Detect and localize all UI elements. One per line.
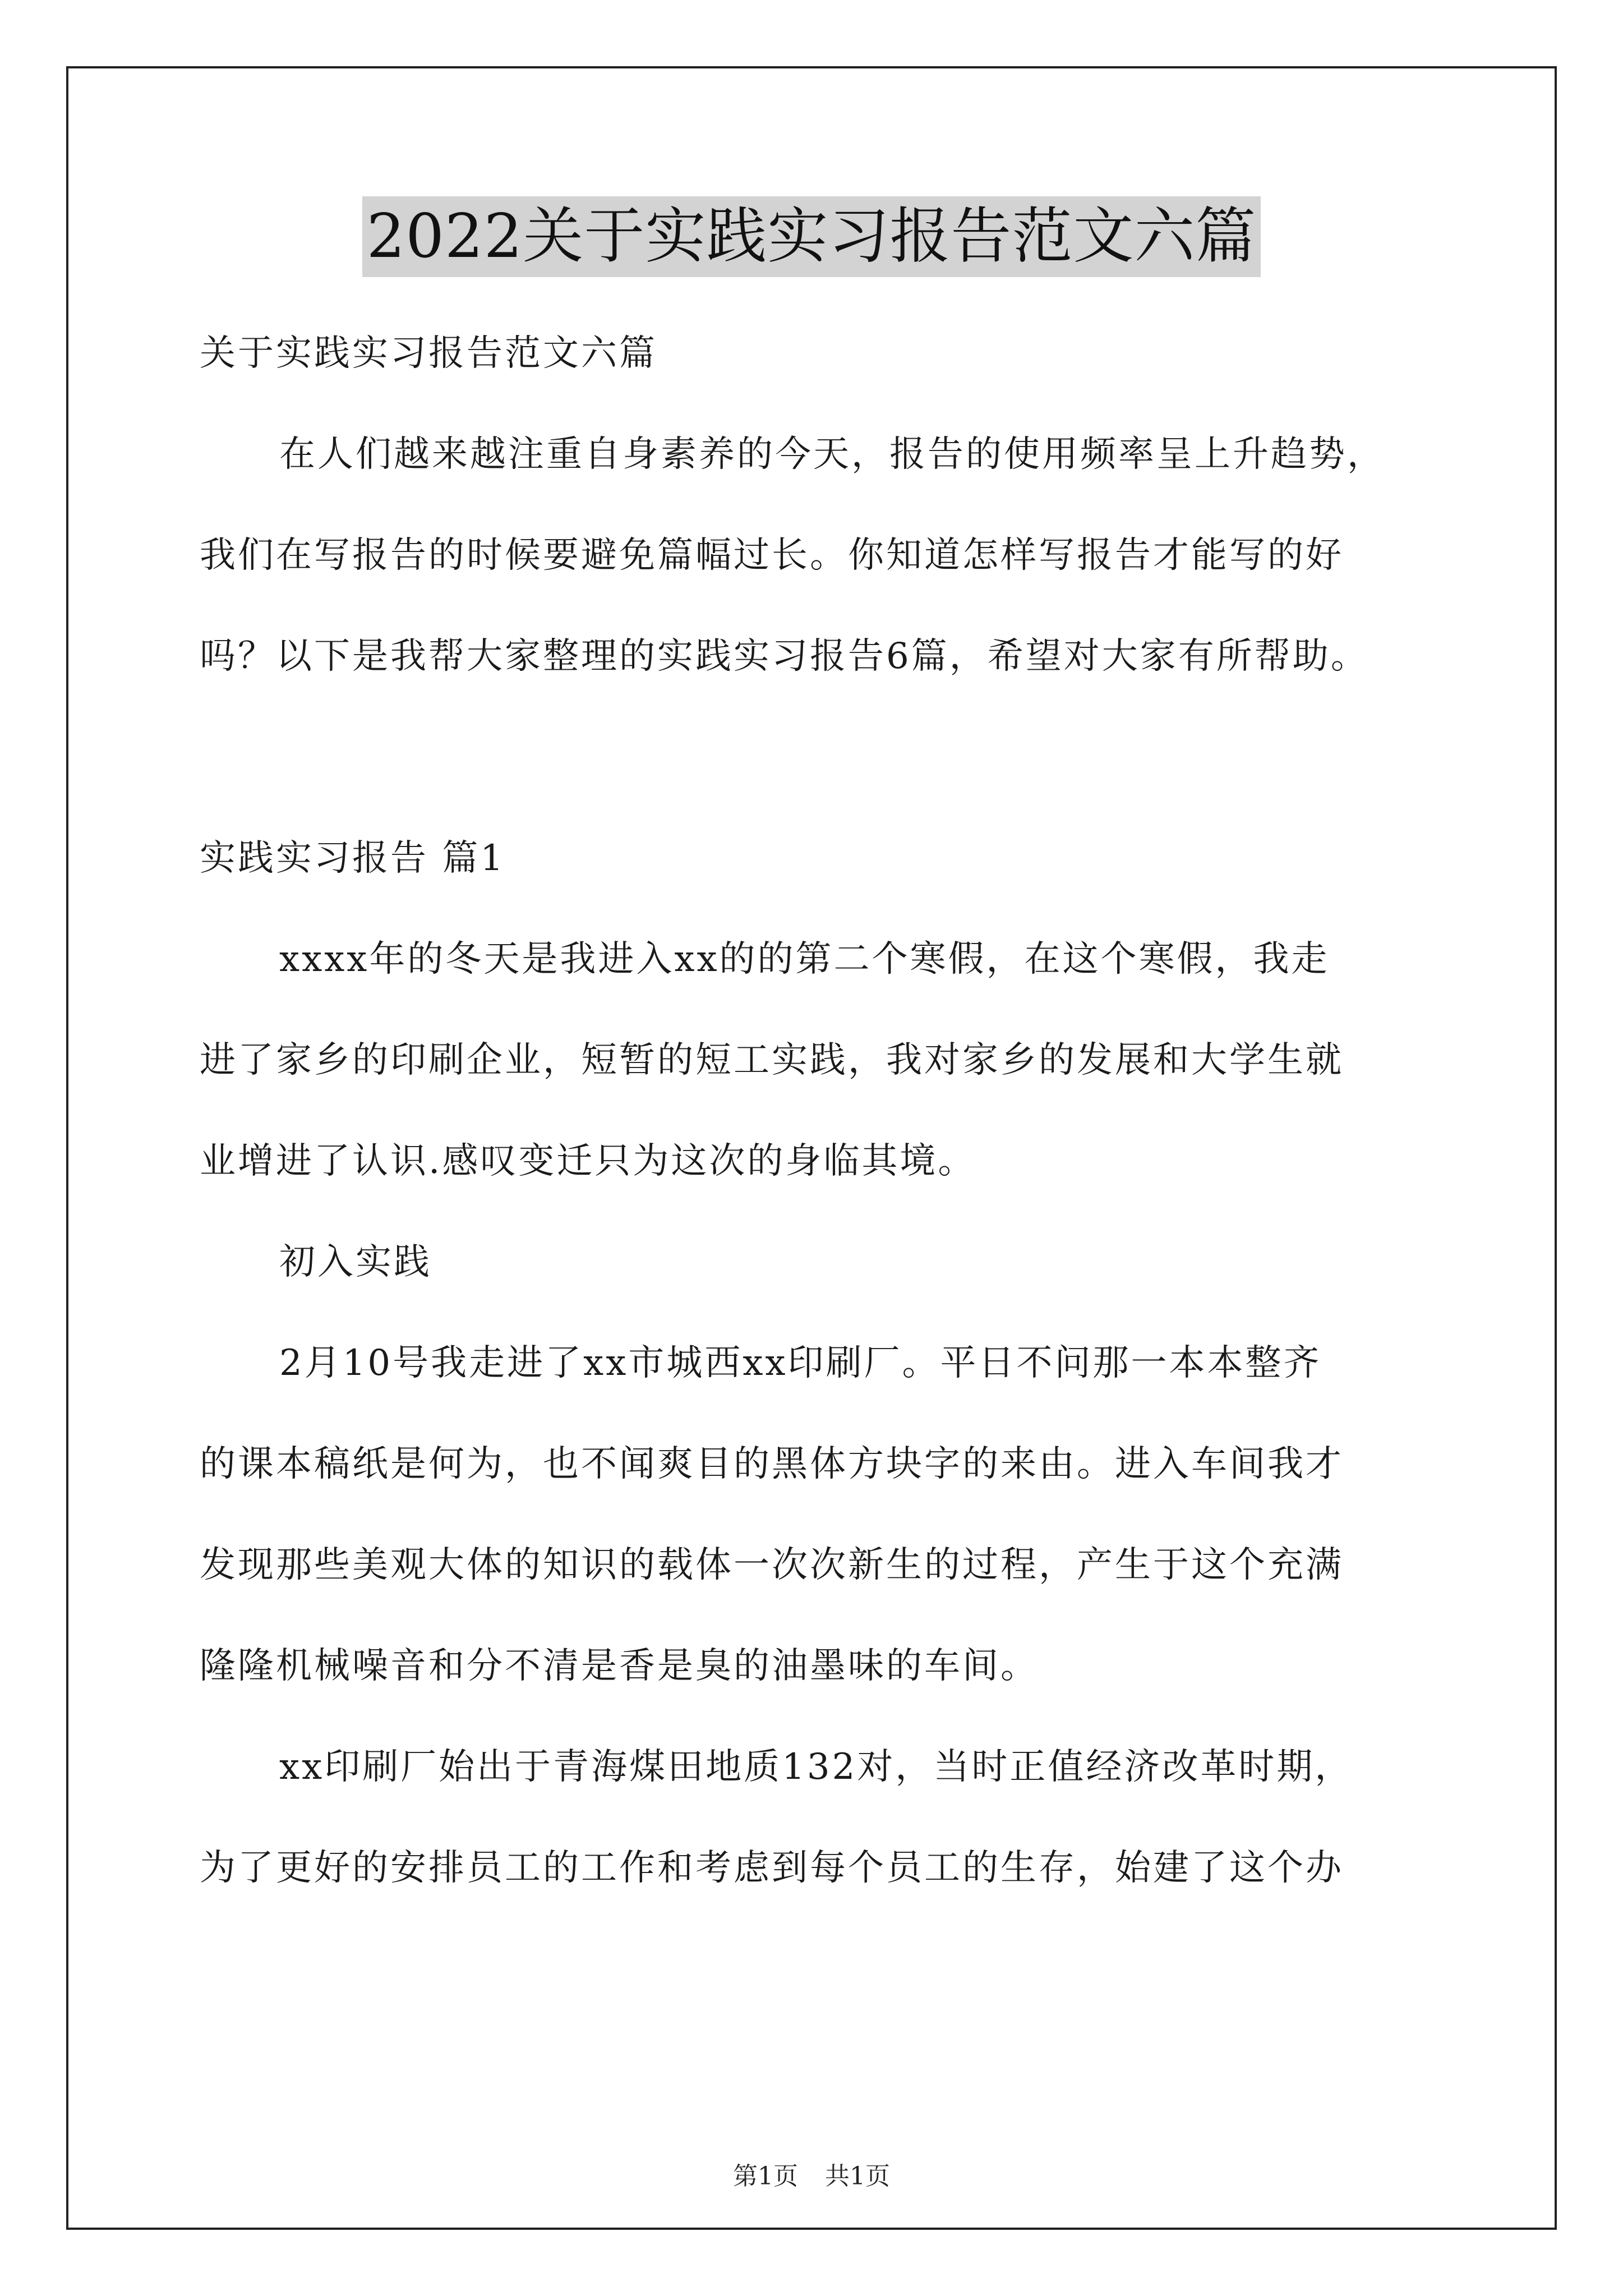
paragraph-line: xx印刷厂始出于青海煤田地质132对，当时正值经济改革时期， — [279, 1746, 1353, 1788]
page-footer — [0, 2160, 1623, 2193]
page-number-total: 共1页 — [825, 2162, 890, 2191]
subheading: 初入实践 — [279, 1241, 432, 1283]
paragraph-line: 业增进了认识.感叹变迁只为这次的身临其境。 — [200, 1140, 976, 1182]
page-number-current: 第1页 — [733, 2162, 798, 2191]
intro-line: 吗？以下是我帮大家整理的实践实习报告6篇，希望对大家有所帮助。 — [200, 636, 1369, 677]
paragraph-line: 进了家乡的印刷企业，短暂的短工实践，我对家乡的发展和大学生就 — [200, 1039, 1344, 1081]
blank-line — [200, 707, 1490, 808]
paragraph-line: 2月10号我走进了xx市城西xx印刷厂。平日不问那一本本整齐 — [279, 1342, 1322, 1384]
section-heading: 实践实习报告 篇1 — [200, 838, 506, 879]
document-subtitle: 关于实践实习报告范文六篇 — [200, 333, 657, 374]
paragraph-line: xxxx年的冬天是我进入xx的的第二个寒假，在这个寒假，我走 — [279, 938, 1330, 980]
paragraph-line: 的课本稿纸是何为，也不闻爽目的黑体方块字的来由。进入车间我才 — [200, 1443, 1344, 1485]
title-container — [0, 196, 1623, 277]
paragraph-line: 隆隆机械噪音和分不清是香是臭的油墨味的车间。 — [200, 1645, 1039, 1687]
document-body — [200, 303, 1490, 1918]
intro-line: 在人们越来越注重自身素养的今天，报告的使用频率呈上升趋势， — [279, 434, 1385, 475]
document-title: 2022关于实践实习报告范文六篇 — [362, 196, 1261, 277]
paragraph-line: 发现那些美观大体的知识的载体一次次新生的过程，产生于这个充满 — [200, 1544, 1344, 1586]
intro-line: 我们在写报告的时候要避免篇幅过长。你知道怎样写报告才能写的好 — [200, 535, 1344, 576]
paragraph-line: 为了更好的安排员工的工作和考虑到每个员工的生存，始建了这个办 — [200, 1847, 1344, 1889]
